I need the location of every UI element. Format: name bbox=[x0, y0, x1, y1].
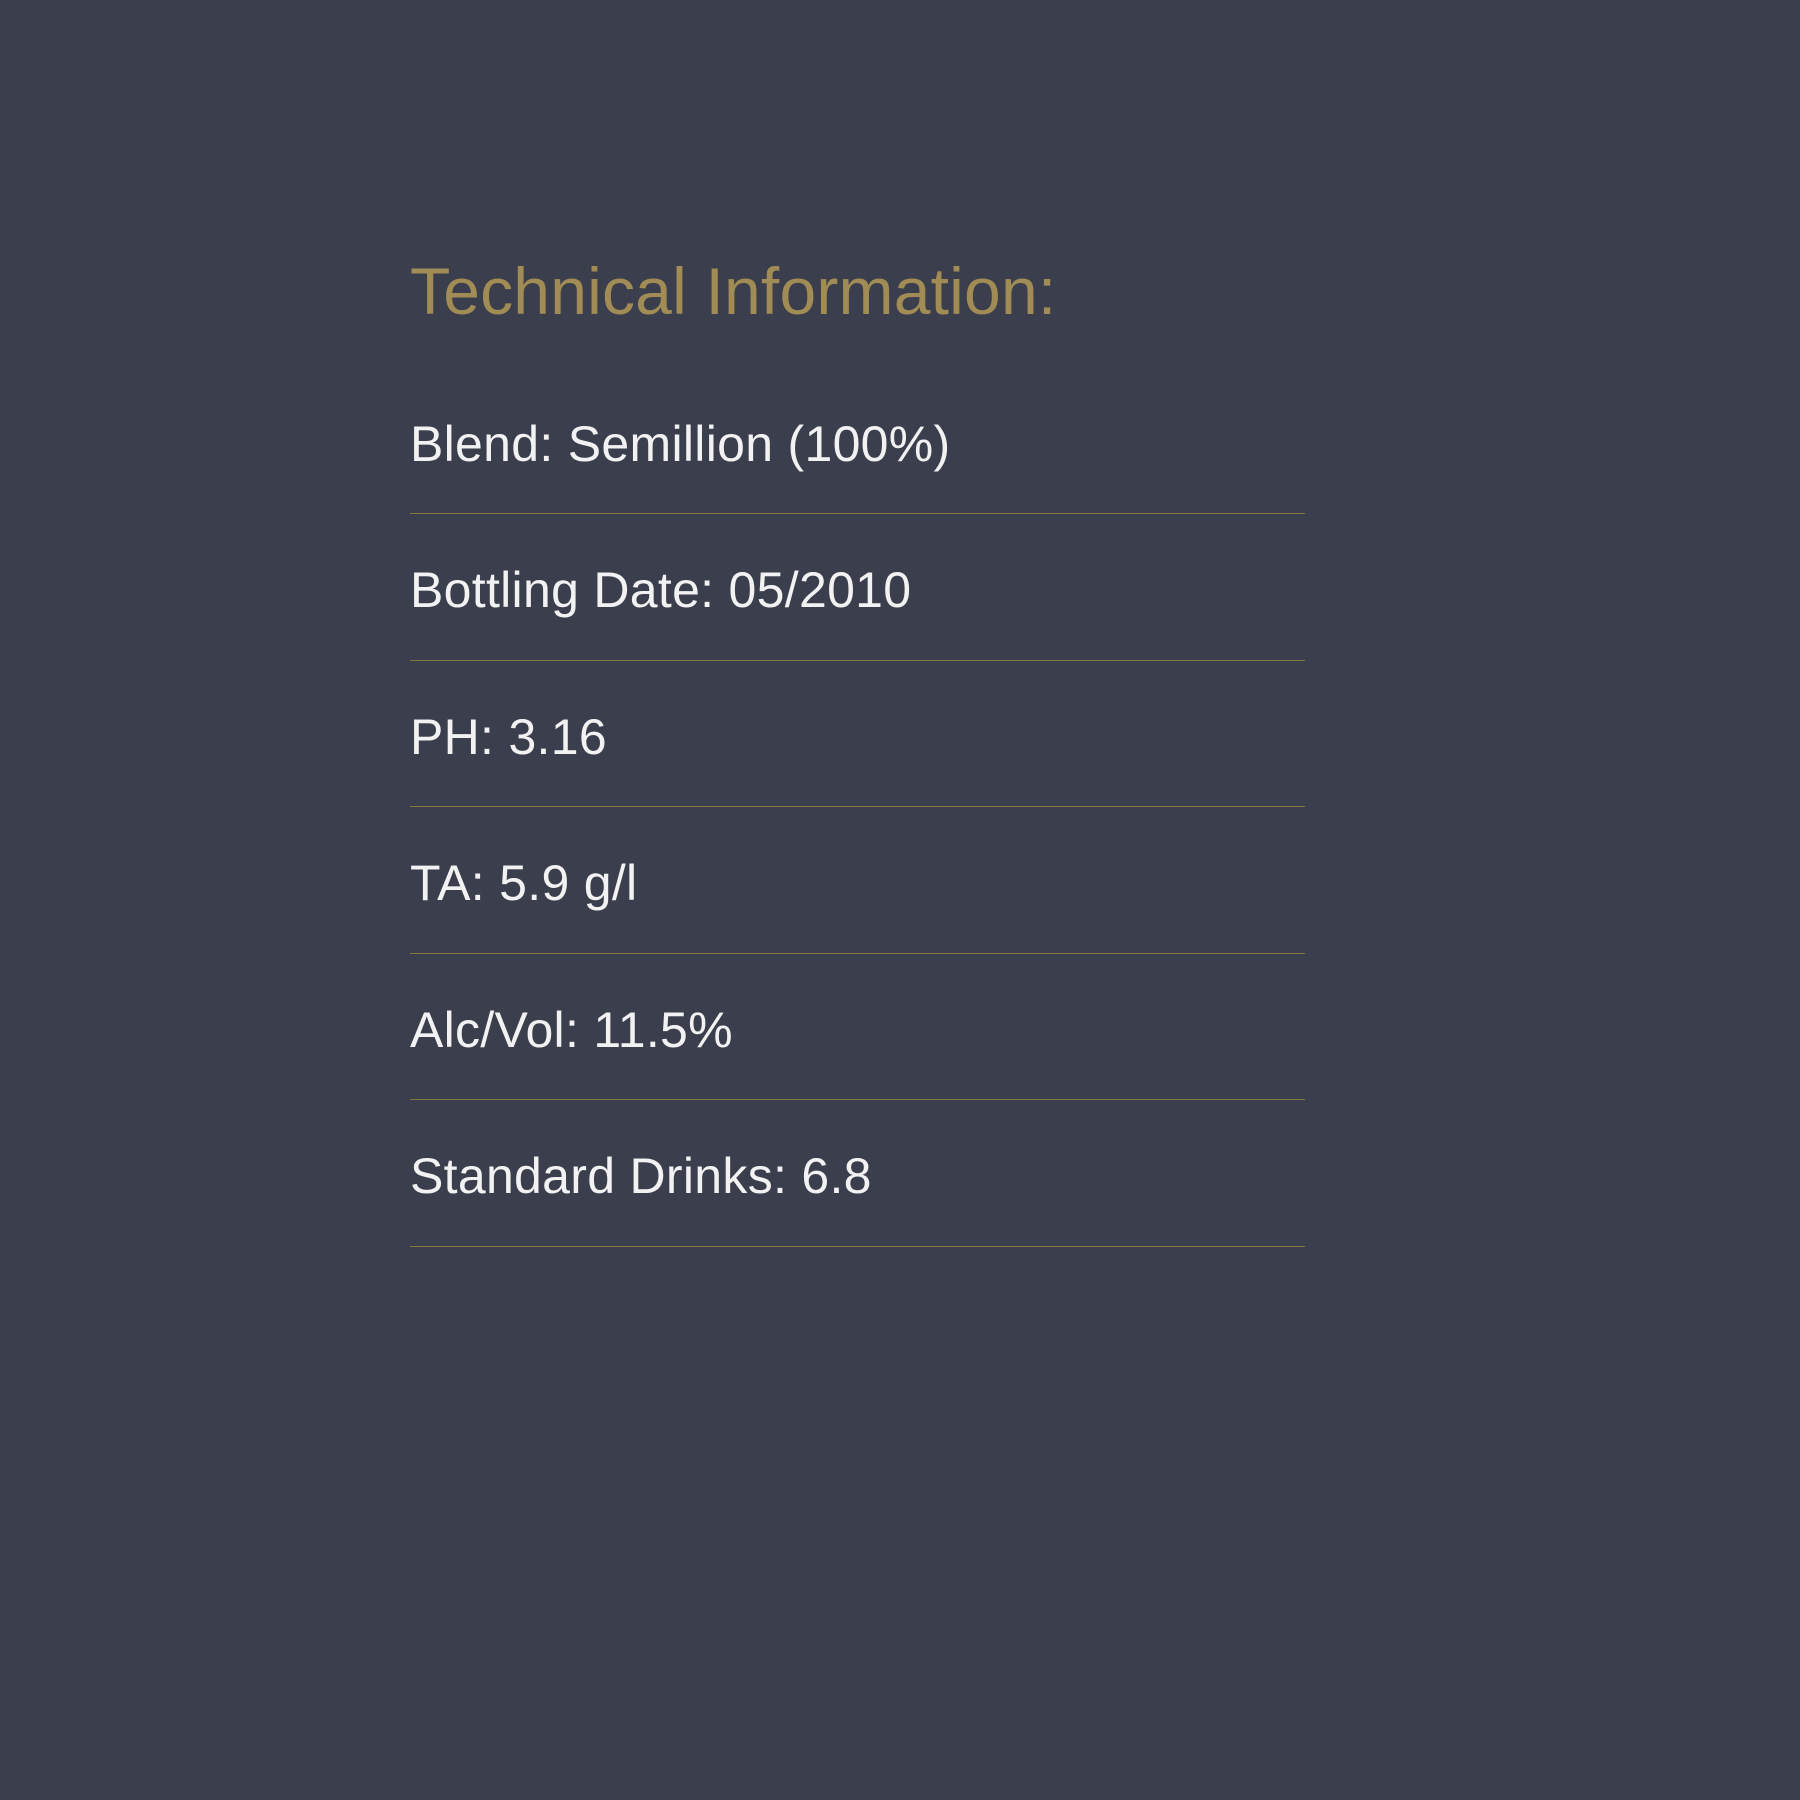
spec-ta: TA: 5.9 g/l bbox=[410, 855, 638, 912]
list-item bbox=[410, 855, 1305, 954]
list-item bbox=[410, 1002, 1305, 1101]
spec-alc-vol: Alc/Vol: 11.5% bbox=[410, 1001, 733, 1058]
spec-list bbox=[410, 416, 1305, 1247]
list-item bbox=[410, 416, 1305, 515]
spec-ph: PH: 3.16 bbox=[410, 708, 607, 765]
list-item bbox=[410, 709, 1305, 808]
list-item bbox=[410, 562, 1305, 661]
spec-blend: Blend: Semillion (100%) bbox=[410, 415, 951, 472]
page-title: Technical Information: bbox=[410, 254, 1057, 328]
list-item bbox=[410, 1148, 1305, 1247]
spec-bottling-date: Bottling Date: 05/2010 bbox=[410, 562, 912, 619]
spec-standard-drinks: Standard Drinks: 6.8 bbox=[410, 1148, 872, 1205]
technical-information-panel bbox=[410, 255, 1310, 1247]
